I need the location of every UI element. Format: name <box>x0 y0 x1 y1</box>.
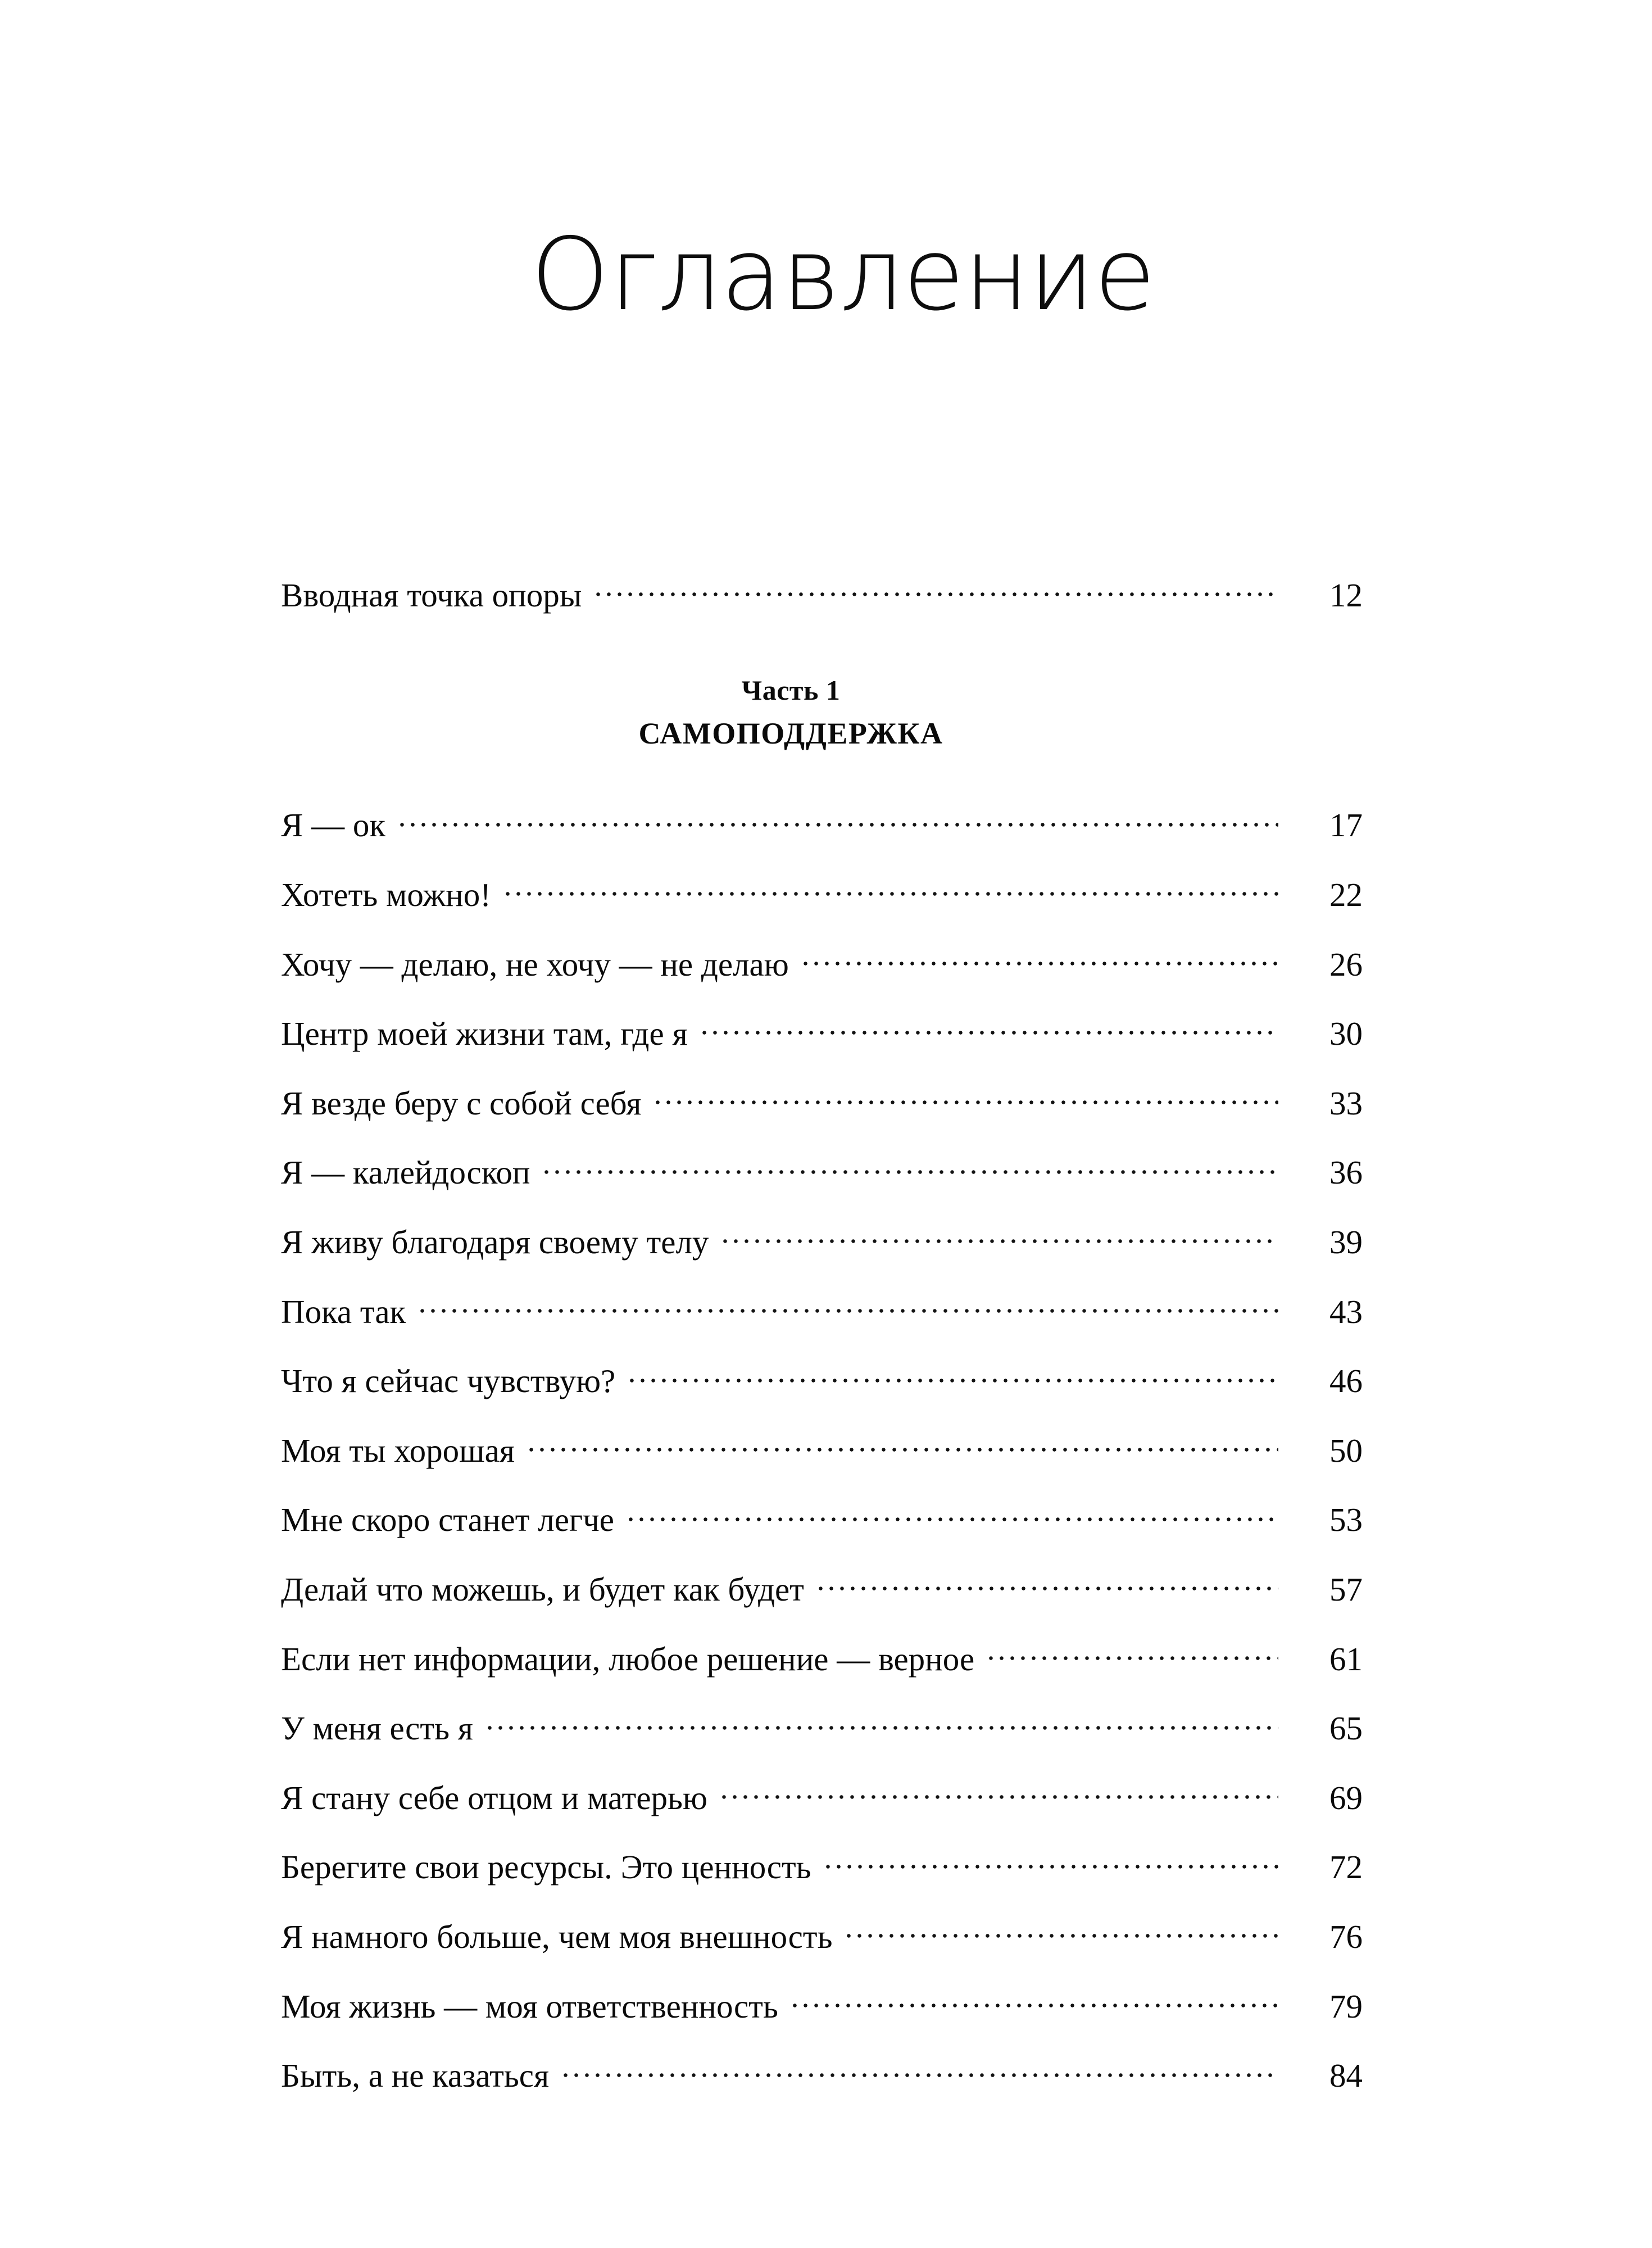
toc-entry-page-number: 65 <box>1329 1710 1363 1747</box>
toc-entry-page-number: 72 <box>1329 1848 1363 1886</box>
toc-entry[interactable] <box>281 2054 1363 2096</box>
toc-entry-page-number: 46 <box>1329 1362 1363 1400</box>
dot-leader <box>826 1845 1278 1878</box>
toc-entry-label: Моя ты хорошая <box>281 1431 515 1469</box>
page-title: Оглавление <box>530 216 1155 333</box>
toc-entry-label: Если нет информации, любое решение — верное <box>281 1640 975 1678</box>
dot-leader <box>723 1220 1278 1253</box>
dot-leader <box>702 1012 1278 1045</box>
toc-entry[interactable] <box>281 1498 1363 1540</box>
dot-leader <box>420 1290 1278 1323</box>
toc-entry-page-number: 61 <box>1329 1640 1363 1678</box>
toc-entry-label: Я живу благодаря своему телу <box>281 1223 709 1261</box>
toc-content <box>281 573 1363 2096</box>
toc-entry-list <box>281 803 1363 2096</box>
toc-entry[interactable] <box>281 1984 1363 2027</box>
dot-leader <box>506 873 1278 906</box>
toc-entry-label: Я — ок <box>281 806 386 844</box>
toc-entry-page-number: 22 <box>1329 876 1363 913</box>
toc-entry-label: Вводная точка опоры <box>281 577 582 614</box>
toc-entry-label: Центр моей жизни там, где я <box>281 1015 688 1053</box>
toc-entry-page-number: 76 <box>1329 1918 1363 1956</box>
toc-entry-page-number: 57 <box>1329 1571 1363 1608</box>
toc-entry-page-number: 50 <box>1329 1431 1363 1469</box>
toc-entry-page-number: 39 <box>1329 1223 1363 1261</box>
toc-entry-page-number: 12 <box>1329 577 1363 614</box>
toc-entry[interactable] <box>281 942 1363 985</box>
dot-leader <box>400 803 1278 836</box>
toc-entry-page-number: 43 <box>1329 1293 1363 1330</box>
toc-entry-label: Я намного больше, чем моя внешность <box>281 1918 833 1956</box>
toc-entry[interactable] <box>281 1567 1363 1610</box>
toc-entry[interactable] <box>281 1081 1363 1123</box>
dot-leader <box>564 2054 1278 2087</box>
toc-entry-page-number: 84 <box>1329 2057 1363 2095</box>
dot-leader <box>656 1081 1278 1114</box>
toc-entry[interactable] <box>281 873 1363 915</box>
toc-entry[interactable] <box>281 1012 1363 1054</box>
toc-entry-page-number: 30 <box>1329 1015 1363 1053</box>
toc-entry-label: Моя жизнь — моя ответственность <box>281 1987 778 2025</box>
dot-leader <box>544 1150 1278 1184</box>
toc-entry-page-number: 69 <box>1329 1779 1363 1816</box>
toc-entry-label: Хотеть можно! <box>281 876 491 913</box>
dot-leader <box>629 1498 1278 1531</box>
dot-leader <box>804 942 1278 976</box>
dot-leader <box>989 1637 1278 1670</box>
toc-entry-label: Хочу — делаю, не хочу — не делаю <box>281 945 789 983</box>
toc-entry-label: Делай что можешь, и будет как будет <box>281 1571 804 1608</box>
toc-entry-label: Я стану себе отцом и матерью <box>281 1779 707 1816</box>
dot-leader <box>488 1706 1278 1739</box>
toc-entry-page-number: 26 <box>1329 945 1363 983</box>
toc-entry[interactable] <box>281 1359 1363 1401</box>
toc-entry[interactable] <box>281 1637 1363 1679</box>
part-number-label: Часть 1 <box>741 674 841 706</box>
toc-entry-page-number: 17 <box>1329 806 1363 844</box>
toc-entry-intro[interactable] <box>281 573 1363 615</box>
toc-entry[interactable] <box>281 1150 1363 1193</box>
dot-leader <box>722 1776 1278 1809</box>
toc-entry-label: Берегите свои ресурсы. Это ценность <box>281 1848 811 1886</box>
toc-entry-label: Что я сейчас чувствую? <box>281 1362 616 1400</box>
toc-entry[interactable] <box>281 1915 1363 1957</box>
dot-leader <box>793 1984 1278 2018</box>
toc-entry[interactable] <box>281 1706 1363 1748</box>
toc-entry[interactable] <box>281 1429 1363 1471</box>
toc-entry-label: Я — калейдоскоп <box>281 1154 530 1191</box>
dot-leader <box>847 1915 1278 1948</box>
toc-entry-page-number: 36 <box>1329 1154 1363 1191</box>
dot-leader <box>596 573 1278 606</box>
toc-entry-label: Я везде беру с собой себя <box>281 1084 642 1122</box>
toc-entry[interactable] <box>281 1845 1363 1887</box>
toc-entry-label: Пока так <box>281 1293 406 1330</box>
dot-leader <box>819 1567 1278 1601</box>
dot-leader <box>630 1359 1278 1392</box>
toc-entry-label: Быть, а не казаться <box>281 2057 550 2095</box>
toc-entry[interactable] <box>281 1290 1363 1332</box>
part-name-label: САМОПОДДЕРЖКА <box>638 716 943 750</box>
toc-entry[interactable] <box>281 1776 1363 1818</box>
toc-entry-page-number: 53 <box>1329 1501 1363 1539</box>
toc-entry[interactable] <box>281 803 1363 845</box>
toc-entry-page-number: 79 <box>1329 1987 1363 2025</box>
toc-entry-label: Мне скоро станет легче <box>281 1501 614 1539</box>
dot-leader <box>529 1429 1278 1462</box>
toc-entry[interactable] <box>281 1220 1363 1262</box>
toc-entry-page-number: 33 <box>1329 1084 1363 1122</box>
part-heading <box>281 674 1363 752</box>
toc-entry-label: У меня есть я <box>281 1710 473 1747</box>
